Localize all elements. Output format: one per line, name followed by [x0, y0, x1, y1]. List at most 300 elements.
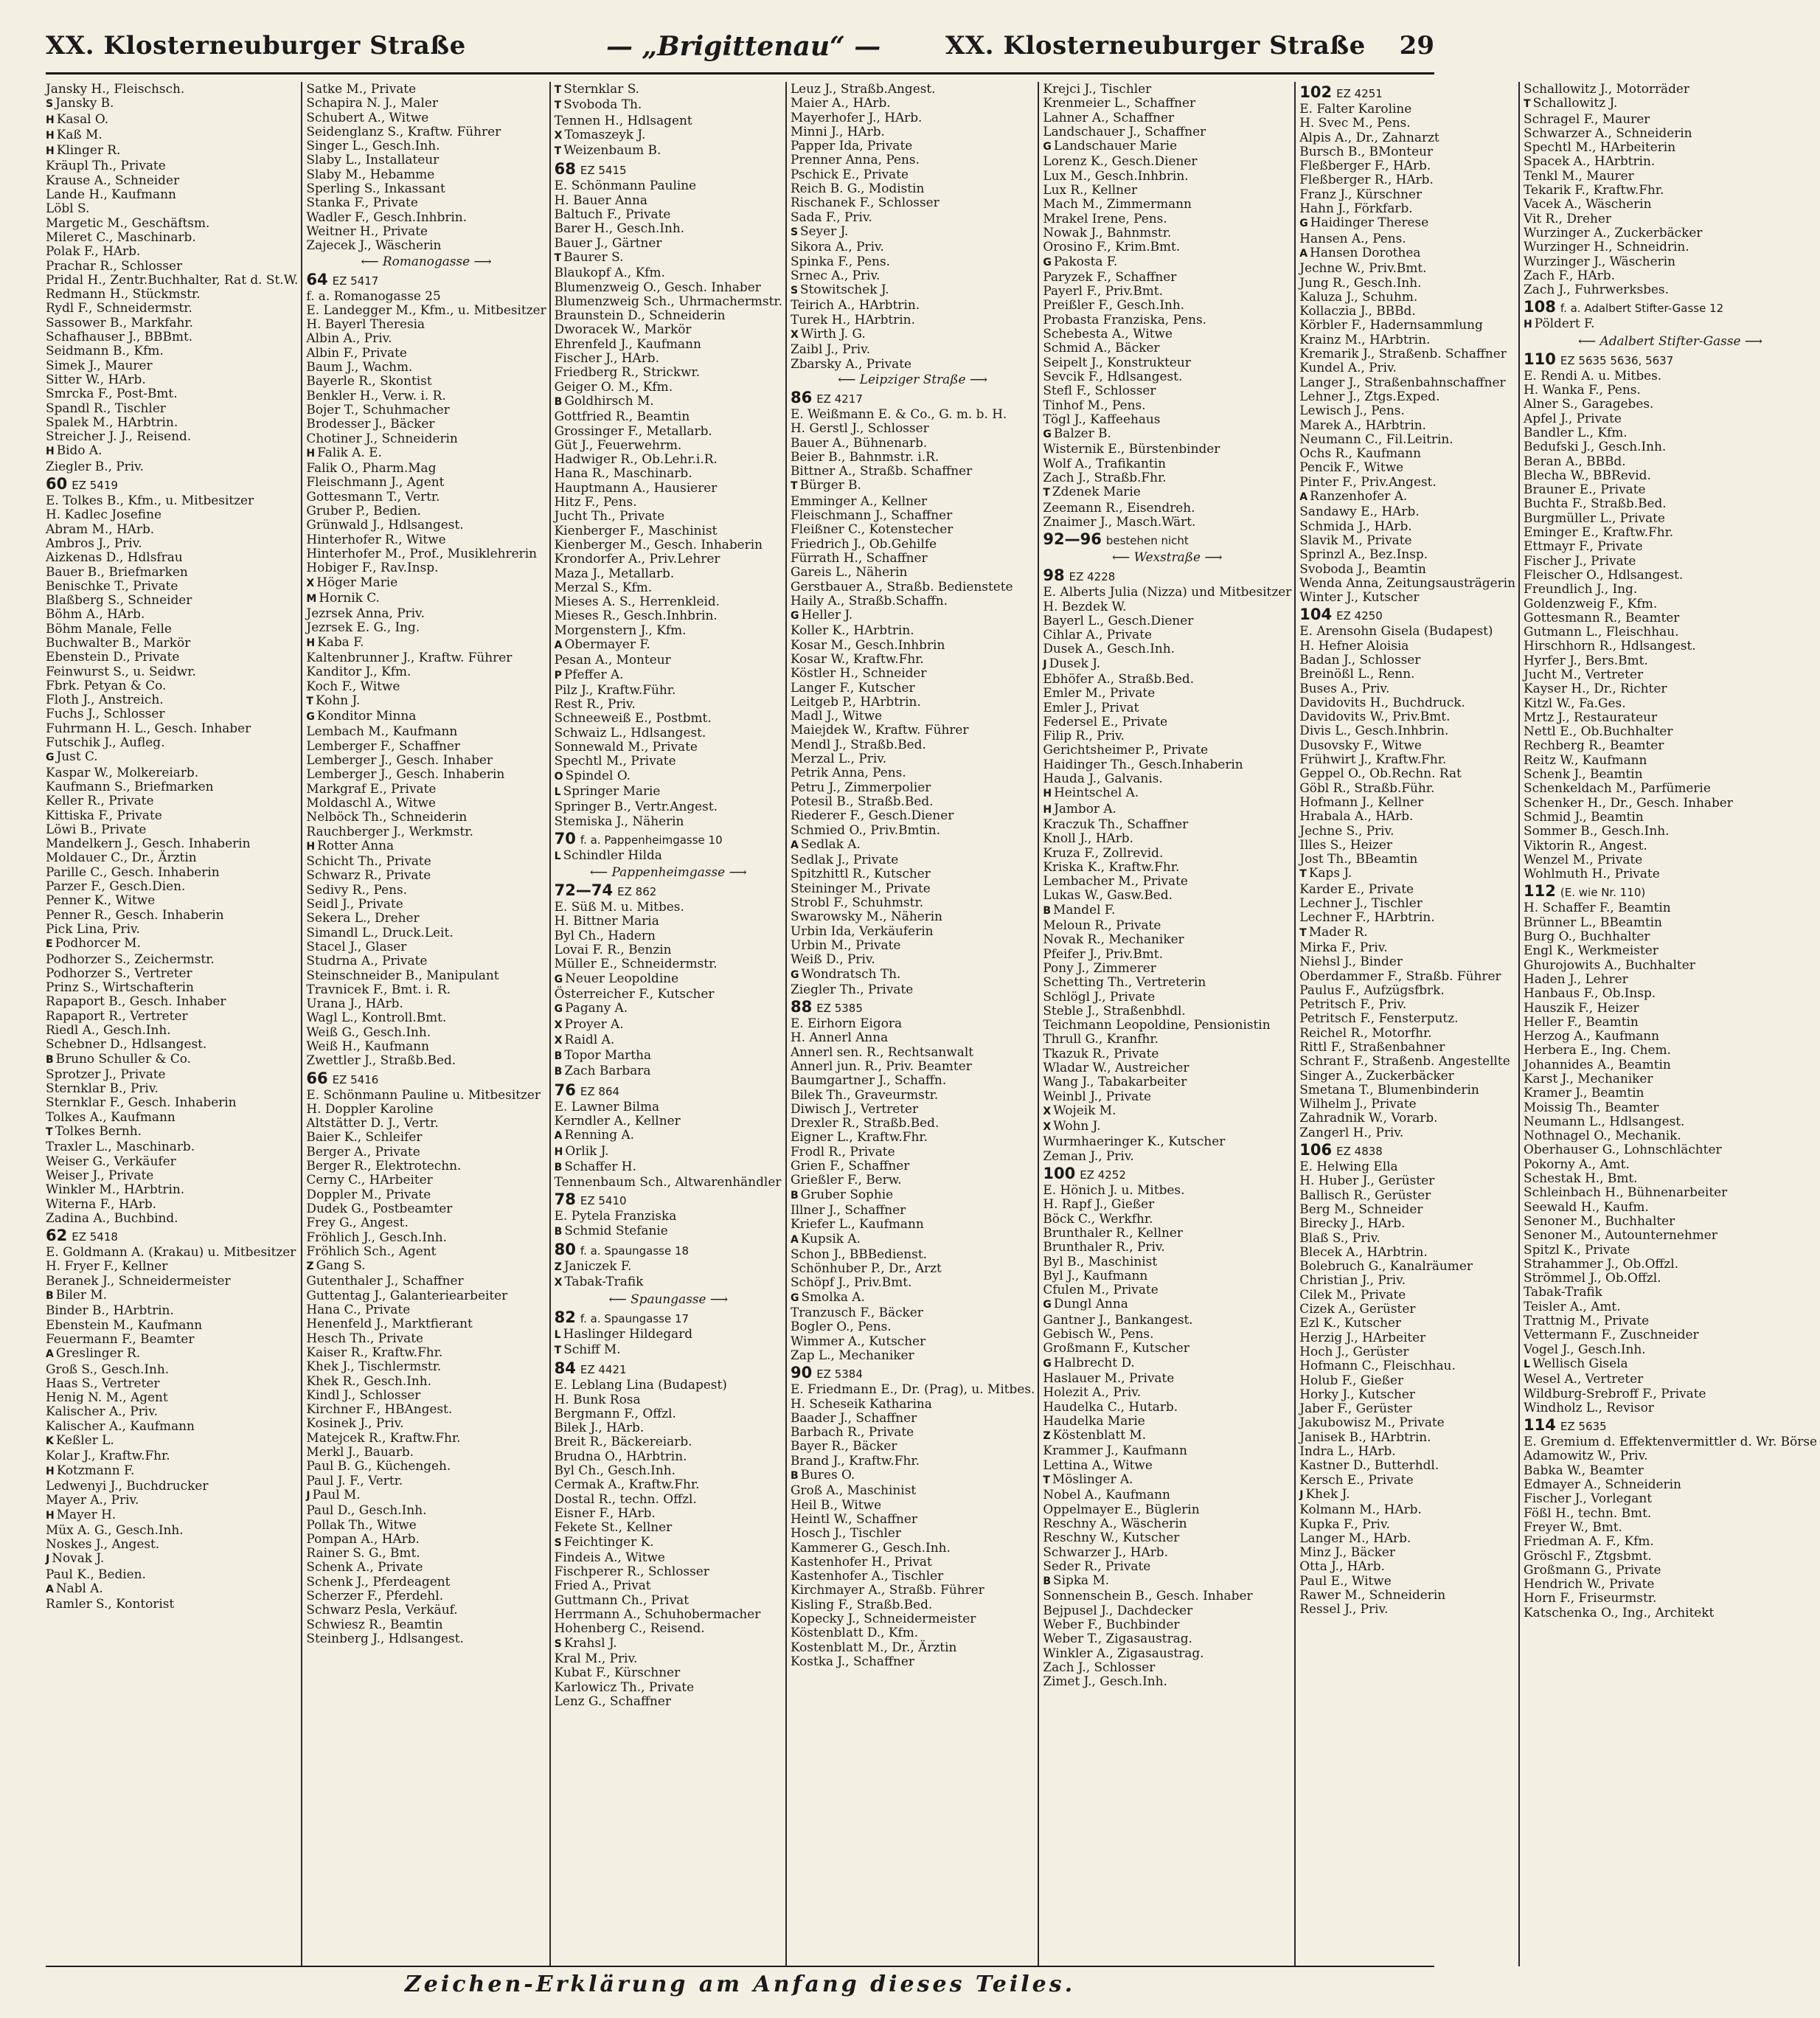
- resident-entry: [1043, 96, 1291, 110]
- resident-text: H. Bunk Rosa: [554, 1391, 641, 1407]
- house-number: 82: [554, 1308, 576, 1326]
- district-heading: — „Brigittenau“ —: [606, 31, 881, 62]
- resident-text: E. Rendi A. u. Mitbes.: [1524, 367, 1662, 383]
- resident-text: E. Schönmann Pauline u. Mitbesitzer: [306, 1086, 541, 1102]
- house-number-heading: [46, 476, 298, 493]
- resident-entry: [306, 210, 546, 224]
- resident-text: E. Schönmann Pauline: [554, 178, 697, 193]
- trade-symbol-icon: O: [554, 770, 563, 783]
- resident-text: Rapaport R., Vertreter: [46, 1008, 188, 1023]
- resident-entry: [791, 1203, 1035, 1217]
- resident-text: Kral M., Priv.: [554, 1650, 638, 1665]
- resident-text: Guttentag J., Galanteriearbeiter: [306, 1287, 508, 1303]
- resident-entry: [791, 298, 1035, 312]
- resident-text: Novak R., Mechaniker: [1043, 932, 1184, 947]
- resident-entry: [1299, 1517, 1515, 1531]
- resident-entry: [1043, 154, 1291, 168]
- resident-entry: [306, 1402, 546, 1416]
- land-register-number: EZ 4838: [1336, 1145, 1383, 1159]
- resident-entry: [1299, 696, 1515, 710]
- resident-text: Hanbaus F., Ob.Insp.: [1524, 985, 1656, 1001]
- resident-text: Weiß D., Priv.: [790, 951, 875, 967]
- resident-entry: [555, 337, 782, 351]
- resident-entry: [791, 1454, 1035, 1468]
- page-header: [46, 30, 1434, 74]
- resident-text: Sipka M.: [1053, 1573, 1110, 1588]
- resident-entry: [46, 780, 298, 794]
- resident-text: E. Arensohn Gisela (Budapest): [1299, 623, 1493, 639]
- resident-entry: [791, 1468, 1035, 1483]
- trade-symbol-icon: H: [46, 1465, 55, 1477]
- resident-text: Pagany A.: [565, 1000, 628, 1016]
- resident-entry: [1299, 710, 1515, 724]
- resident-entry: [306, 1331, 546, 1345]
- resident-text: Pinter F., Priv.Angest.: [1299, 474, 1437, 489]
- resident-text: Fischer J., HArb.: [554, 350, 659, 366]
- resident-entry: [1043, 686, 1291, 700]
- resident-entry: [1524, 943, 1817, 957]
- resident-entry: [1524, 468, 1817, 482]
- resident-text: Körbler F., Hadernsammlung: [1299, 317, 1483, 333]
- resident-text: Groß A., Maschinist: [790, 1483, 917, 1498]
- land-register-number: EZ 5635 5636, 5637: [1560, 353, 1674, 367]
- trade-symbol-icon: T: [554, 100, 562, 112]
- resident-text: Brand J., Kraftw.Fhr.: [790, 1452, 920, 1468]
- resident-text: Minni J., HArb.: [790, 123, 885, 139]
- trade-symbol-icon: G: [1043, 1357, 1052, 1370]
- resident-text: Holub F., Gießer: [1299, 1372, 1404, 1387]
- resident-entry: [306, 331, 546, 345]
- resident-text: Kräupl Th., Private: [46, 158, 166, 173]
- resident-text: Grünwald J., Hdlsangest.: [306, 517, 464, 533]
- resident-text: Feuermann F., Beamter: [46, 1331, 195, 1346]
- resident-entry: [46, 879, 298, 893]
- resident-text: Herbera E., Ing. Chem.: [1524, 1042, 1671, 1058]
- resident-entry: [1043, 1660, 1291, 1674]
- resident-entry: [791, 766, 1035, 780]
- resident-text: Bayerl L., Gesch.Diener: [1043, 612, 1194, 628]
- resident-entry: [46, 808, 298, 822]
- resident-entry: [555, 82, 782, 97]
- resident-entry: [1299, 333, 1515, 347]
- resident-text: E. Helwing Ella: [1299, 1159, 1398, 1174]
- resident-entry: [555, 1578, 782, 1592]
- resident-entry: [46, 936, 298, 951]
- trade-symbol-icon: S: [790, 285, 799, 297]
- resident-entry: [555, 1209, 782, 1223]
- resident-text: Hirschhorn R., Hdlsangest.: [1524, 638, 1696, 653]
- resident-entry: [1299, 102, 1515, 116]
- resident-text: Wurmhaeringer K., Kutscher: [1043, 1134, 1226, 1149]
- land-register-number: EZ 4228: [1069, 570, 1116, 584]
- resident-text: Paul B. G., Küchengeh.: [306, 1458, 451, 1474]
- resident-text: Weiser J., Private: [46, 1167, 154, 1182]
- resident-entry: [791, 952, 1035, 966]
- trade-symbol-icon: G: [554, 973, 563, 985]
- resident-entry: [555, 1421, 782, 1435]
- resident-text: Wellisch Gisela: [1532, 1355, 1628, 1370]
- resident-entry: [1043, 1674, 1291, 1688]
- resident-entry: [46, 908, 298, 922]
- resident-entry: [306, 591, 546, 606]
- house-number-heading: [306, 1070, 546, 1088]
- resident-text: Janiczek F.: [563, 1258, 632, 1274]
- resident-entry: [1299, 969, 1515, 983]
- resident-entry: [555, 1001, 782, 1016]
- trade-symbol-icon: A: [46, 1583, 54, 1595]
- resident-text: Redmann H., Stückmstr.: [46, 286, 201, 302]
- resident-entry: [555, 1435, 782, 1449]
- resident-text: Zwettler J., Straßb.Bed.: [306, 1053, 456, 1068]
- resident-entry: [791, 1512, 1035, 1526]
- resident-text: Alpis A., Dr., Zahnarzt: [1299, 129, 1439, 145]
- resident-text: Jakubowisz M., Private: [1299, 1415, 1445, 1430]
- resident-text: Emler M., Private: [1043, 685, 1156, 701]
- resident-entry: [46, 330, 298, 344]
- resident-entry: [1043, 471, 1291, 485]
- resident-text: Orlik J.: [565, 1143, 609, 1158]
- house-number: 108: [1524, 298, 1556, 316]
- resident-entry: [1524, 1401, 1817, 1415]
- resident-entry: [791, 313, 1035, 327]
- resident-entry: [46, 173, 298, 187]
- resident-text: Blaßberg S., Schneider: [46, 592, 192, 608]
- resident-text: Bilek J., HArb.: [554, 1420, 645, 1435]
- resident-text: Winkler M., HArbtrin.: [46, 1182, 185, 1197]
- resident-text: E. Weißmann E. & Co., G. m. b. H.: [790, 406, 1007, 421]
- resident-entry: [1043, 672, 1291, 686]
- resident-entry: [791, 594, 1035, 608]
- resident-text: Jechne S., Priv.: [1299, 822, 1394, 838]
- resident-entry: [555, 800, 782, 814]
- resident-text: Janisek B., HArbtrin.: [1299, 1429, 1431, 1444]
- resident-entry: [1299, 1487, 1515, 1502]
- resident-text: Paryzek F., Schaffner: [1043, 268, 1177, 284]
- resident-entry: [306, 1244, 546, 1258]
- resident-entry: [1043, 1646, 1291, 1660]
- resident-text: Biler M.: [55, 1287, 107, 1303]
- resident-entry: [1043, 1183, 1291, 1197]
- trade-symbol-icon: H: [46, 145, 55, 158]
- resident-text: Karst J., Mechaniker: [1524, 1071, 1653, 1086]
- resident-entry: [1299, 1111, 1515, 1125]
- resident-entry: [46, 1567, 298, 1581]
- resident-entry: [1524, 126, 1817, 140]
- house-number-heading: [46, 1227, 298, 1245]
- resident-text: Smrcka F., Post-Bmt.: [46, 386, 178, 401]
- resident-entry: [1043, 701, 1291, 715]
- resident-entry: [1299, 446, 1515, 460]
- resident-entry: [1299, 1231, 1515, 1245]
- resident-text: Buchwalter B., Markör: [46, 634, 191, 650]
- resident-entry: [791, 1348, 1035, 1362]
- resident-text: Blumenzweig O., Gesch. Inhaber: [554, 279, 761, 294]
- resident-entry: [1299, 1559, 1515, 1573]
- trade-symbol-icon: B: [790, 1470, 799, 1483]
- cross-street: ⟵ Adalbert Stifter-Gasse ⟶: [1577, 333, 1763, 348]
- resident-text: Kanditor J., Kfm.: [306, 664, 411, 679]
- trade-symbol-icon: B: [1043, 904, 1052, 917]
- resident-entry: [1524, 901, 1817, 915]
- resident-text: Schindler Hilda: [563, 847, 662, 862]
- resident-entry: [306, 1303, 546, 1317]
- resident-text: Maier A., HArb.: [790, 95, 891, 111]
- resident-text: Kosinek J., Priv.: [306, 1415, 404, 1431]
- resident-entry: [1299, 432, 1515, 446]
- resident-entry: [46, 1419, 298, 1433]
- resident-entry: [46, 259, 298, 273]
- resident-text: Fuchs J., Schlosser: [46, 706, 165, 721]
- resident-entry: [46, 1508, 298, 1523]
- resident-entry: [306, 1088, 546, 1102]
- resident-entry: [791, 738, 1035, 752]
- resident-text: Binder B., HArbtrin.: [46, 1303, 174, 1318]
- resident-text: Hobiger F., Rav.Insp.: [306, 560, 439, 575]
- resident-entry: [306, 883, 546, 897]
- house-number: 86: [790, 388, 813, 406]
- resident-entry: [1299, 940, 1515, 954]
- resident-entry: [1524, 738, 1817, 752]
- resident-text: Kisling F., Straßb.Bed.: [790, 1596, 933, 1612]
- resident-text: Lukas W., Gasw.Bed.: [1043, 887, 1173, 903]
- resident-text: Kosar W., Kraftw.Fhr.: [790, 651, 924, 666]
- resident-text: Illner J., Schaffner: [790, 1202, 906, 1217]
- resident-entry: [791, 1583, 1035, 1597]
- house-number-heading: [555, 1191, 782, 1209]
- resident-entry: [1524, 611, 1817, 625]
- resident-entry: [1299, 215, 1515, 231]
- resident-text: Probasta Franziska, Pens.: [1043, 311, 1207, 327]
- resident-entry: [1524, 1257, 1817, 1271]
- resident-entry: [306, 651, 546, 665]
- resident-entry: [46, 966, 298, 980]
- resident-entry: [1043, 212, 1291, 226]
- resident-text: Benischke T., Private: [46, 578, 178, 593]
- resident-entry: [791, 867, 1035, 881]
- resident-text: Tabak-Trafik: [1524, 1284, 1602, 1300]
- resident-text: Spacek A., HArbtrin.: [1524, 153, 1656, 169]
- resident-text: Hofmann J., Kellner: [1299, 794, 1424, 809]
- resident-text: Lemberger J., Gesch. Inhaber: [306, 752, 493, 768]
- resident-entry: [1299, 1288, 1515, 1302]
- resident-entry: [1524, 1506, 1817, 1520]
- resident-text: Zadina A., Buchbind.: [46, 1210, 178, 1225]
- resident-text: Strobl F., Schuhmstr.: [790, 895, 924, 910]
- resident-text: Baader J., Schaffner: [790, 1410, 917, 1425]
- resident-text: Byl Ch., Hadern: [554, 927, 656, 943]
- resident-entry: [306, 897, 546, 911]
- resident-text: Wolf A., Trafikantin: [1043, 455, 1166, 471]
- resident-entry: [306, 360, 546, 374]
- trade-symbol-icon: H: [306, 447, 316, 460]
- resident-entry: [1043, 1502, 1291, 1516]
- resident-entry: [555, 1477, 782, 1491]
- resident-text: Winkler A., Zigasaustrag.: [1043, 1645, 1204, 1660]
- resident-entry: [555, 1520, 782, 1534]
- resident-text: Badan J., Schlosser: [1299, 651, 1421, 667]
- house-number: 90: [790, 1364, 813, 1382]
- resident-text: Petritsch F., Priv.: [1299, 996, 1407, 1012]
- resident-text: H. Doppler Karoline: [306, 1100, 434, 1116]
- resident-text: H. Schaffer F., Beamtin: [1524, 900, 1671, 915]
- resident-text: Bogler O., Pens.: [790, 1319, 892, 1334]
- resident-text: H. Hefner Aloisia: [1299, 637, 1409, 653]
- resident-entry: [46, 593, 298, 607]
- resident-text: Schneeweiß E., Postbmt.: [554, 710, 712, 726]
- resident-text: Sedivy R., Pens.: [306, 881, 407, 897]
- resident-entry: [306, 606, 546, 620]
- resident-text: Haas S., Vertreter: [46, 1375, 160, 1390]
- resident-entry: [791, 853, 1035, 867]
- resident-text: f. a. Romanogasse 25: [306, 288, 441, 303]
- resident-entry: [791, 125, 1035, 139]
- resident-text: Holezit A., Priv.: [1043, 1384, 1142, 1400]
- resident-text: Hosch J., Tischler: [790, 1525, 901, 1541]
- trade-symbol-icon: L: [554, 1328, 561, 1341]
- resident-entry: [1299, 738, 1515, 752]
- resident-text: Apfel J., Private: [1524, 410, 1622, 426]
- resident-entry: [306, 739, 546, 753]
- resident-text: Strahammer J., Ob.Offzl.: [1524, 1255, 1679, 1271]
- resident-text: Emler J., Privat: [1043, 699, 1139, 715]
- resident-entry: [1043, 729, 1291, 743]
- resident-entry: [1524, 154, 1817, 168]
- resident-entry: [46, 344, 298, 358]
- resident-text: Freundlich J., Ing.: [1524, 581, 1638, 597]
- house-number: 84: [554, 1359, 576, 1378]
- resident-entry: [555, 683, 782, 697]
- trade-symbol-icon: T: [1299, 868, 1307, 881]
- house-number-heading: [306, 271, 546, 289]
- resident-text: Schenk J., Beamtin: [1524, 766, 1643, 782]
- resident-entry: [1043, 183, 1291, 197]
- resident-entry: [306, 968, 546, 982]
- resident-text: Beranek J., Schneidermeister: [46, 1272, 231, 1288]
- resident-text: Brauner E., Private: [1524, 482, 1646, 497]
- resident-text: Christian J., Priv.: [1299, 1272, 1406, 1288]
- resident-entry: [555, 929, 782, 943]
- resident-text: Koch F., Witwe: [306, 678, 400, 693]
- resident-text: Spitzl K., Private: [1524, 1241, 1630, 1257]
- resident-entry: [1299, 795, 1515, 809]
- resident-entry: [1043, 1061, 1291, 1075]
- resident-entry: [1524, 867, 1817, 881]
- resident-text: Kaba F.: [317, 634, 364, 649]
- resident-text: Fleischer O., Hdlsangest.: [1524, 566, 1684, 582]
- resident-entry: [555, 308, 782, 322]
- resident-text: Lemberger J., Gesch. Inhaberin: [306, 766, 505, 782]
- resident-entry: [1299, 116, 1515, 130]
- resident-text: Kalischer A., Kaufmann: [46, 1418, 195, 1433]
- resident-text: Kastner D., Butterhdl.: [1299, 1457, 1439, 1473]
- resident-text: Tkazuk R., Private: [1043, 1045, 1159, 1061]
- trade-symbol-icon: Z: [306, 1261, 314, 1273]
- resident-entry: [306, 475, 546, 489]
- resident-entry: [46, 893, 298, 907]
- resident-entry: [1299, 766, 1515, 780]
- resident-entry: [555, 623, 782, 637]
- resident-text: Steinschneider B., Manipulant: [306, 967, 499, 982]
- resident-text: Schiff M.: [563, 1341, 621, 1356]
- resident-text: Ballisch R., Gerüster: [1299, 1187, 1431, 1202]
- resident-entry: [306, 153, 546, 167]
- resident-text: Kaps J.: [1308, 865, 1352, 881]
- trade-symbol-icon: G: [306, 711, 315, 724]
- resident-text: Schragel F., Maurer: [1524, 111, 1650, 126]
- resident-text: Blaß S., Priv.: [1299, 1230, 1380, 1245]
- resident-text: Hitz F., Pens.: [554, 494, 637, 510]
- resident-text: Schafhauser J., BBBmt.: [46, 329, 193, 344]
- resident-entry: [1299, 145, 1515, 159]
- land-register-number: EZ 4251: [1336, 87, 1383, 100]
- trade-symbol-icon: X: [554, 1034, 563, 1047]
- resident-entry: [791, 1030, 1035, 1044]
- resident-entry: [555, 814, 782, 828]
- resident-entry: [1299, 375, 1515, 389]
- resident-text: Urbin M., Private: [790, 937, 901, 952]
- resident-text: Steble J., Straßenbhdl.: [1043, 1002, 1186, 1018]
- resident-entry: [306, 195, 546, 209]
- resident-entry: [1524, 1534, 1817, 1548]
- resident-text: Davidovits H., Buchdruck.: [1299, 694, 1465, 710]
- resident-text: Lechner J., Tischler: [1299, 895, 1423, 911]
- resident-text: Kollaczia J., BBBd.: [1299, 303, 1416, 319]
- resident-text: Zangerl H., Priv.: [1299, 1124, 1404, 1140]
- resident-entry: [1043, 888, 1291, 902]
- resident-entry: [1043, 1240, 1291, 1254]
- resident-text: Studrna A., Private: [306, 953, 428, 968]
- house-number: 70: [554, 829, 576, 847]
- resident-entry: [1524, 1577, 1817, 1591]
- resident-entry: [1524, 1285, 1817, 1299]
- resident-entry: [1524, 796, 1817, 810]
- resident-entry: [306, 461, 546, 475]
- resident-entry: [1524, 1185, 1817, 1199]
- resident-entry: [555, 1694, 782, 1708]
- resident-text: Krondorfer A., Priv.Lehrer: [554, 551, 720, 566]
- resident-text: Jaber F., Gerüster: [1299, 1401, 1412, 1416]
- resident-text: Ettmayr F., Private: [1524, 538, 1643, 554]
- resident-entry: [46, 550, 298, 564]
- resident-entry: [46, 1433, 298, 1449]
- resident-entry: [555, 1506, 782, 1520]
- resident-entry: [555, 1159, 782, 1175]
- resident-text: Goldenzweig F., Kfm.: [1524, 595, 1658, 611]
- resident-text: Weitner H., Private: [306, 223, 428, 238]
- resident-entry: [46, 1067, 298, 1081]
- resident-text: Fleißner C., Kotenstecher: [790, 521, 954, 537]
- resident-entry: [791, 1045, 1035, 1059]
- resident-entry: [791, 909, 1035, 923]
- resident-entry: [1043, 298, 1291, 312]
- resident-entry: [1043, 1226, 1291, 1240]
- resident-entry: [791, 924, 1035, 938]
- resident-entry: [791, 1145, 1035, 1159]
- resident-text: Großmann F., Kutscher: [1043, 1340, 1189, 1356]
- street-heading-right: XX. Klosterneuburger Straße: [945, 31, 1366, 60]
- resident-text: Paulus F., Aufzügsfbrk.: [1299, 982, 1445, 997]
- resident-text: Kirchmayer A., Straßb. Führer: [790, 1582, 984, 1598]
- resident-entry: [306, 854, 546, 868]
- resident-entry: [791, 1320, 1035, 1334]
- resident-entry: [306, 810, 546, 824]
- resident-entry: [306, 940, 546, 954]
- resident-text: Petritsch F., Fensterputz.: [1299, 1010, 1459, 1026]
- resident-text: Baumgartner J., Schaffn.: [790, 1072, 947, 1088]
- house-number: 98: [1043, 566, 1065, 585]
- resident-entry: [1524, 539, 1817, 553]
- resident-entry: [555, 266, 782, 280]
